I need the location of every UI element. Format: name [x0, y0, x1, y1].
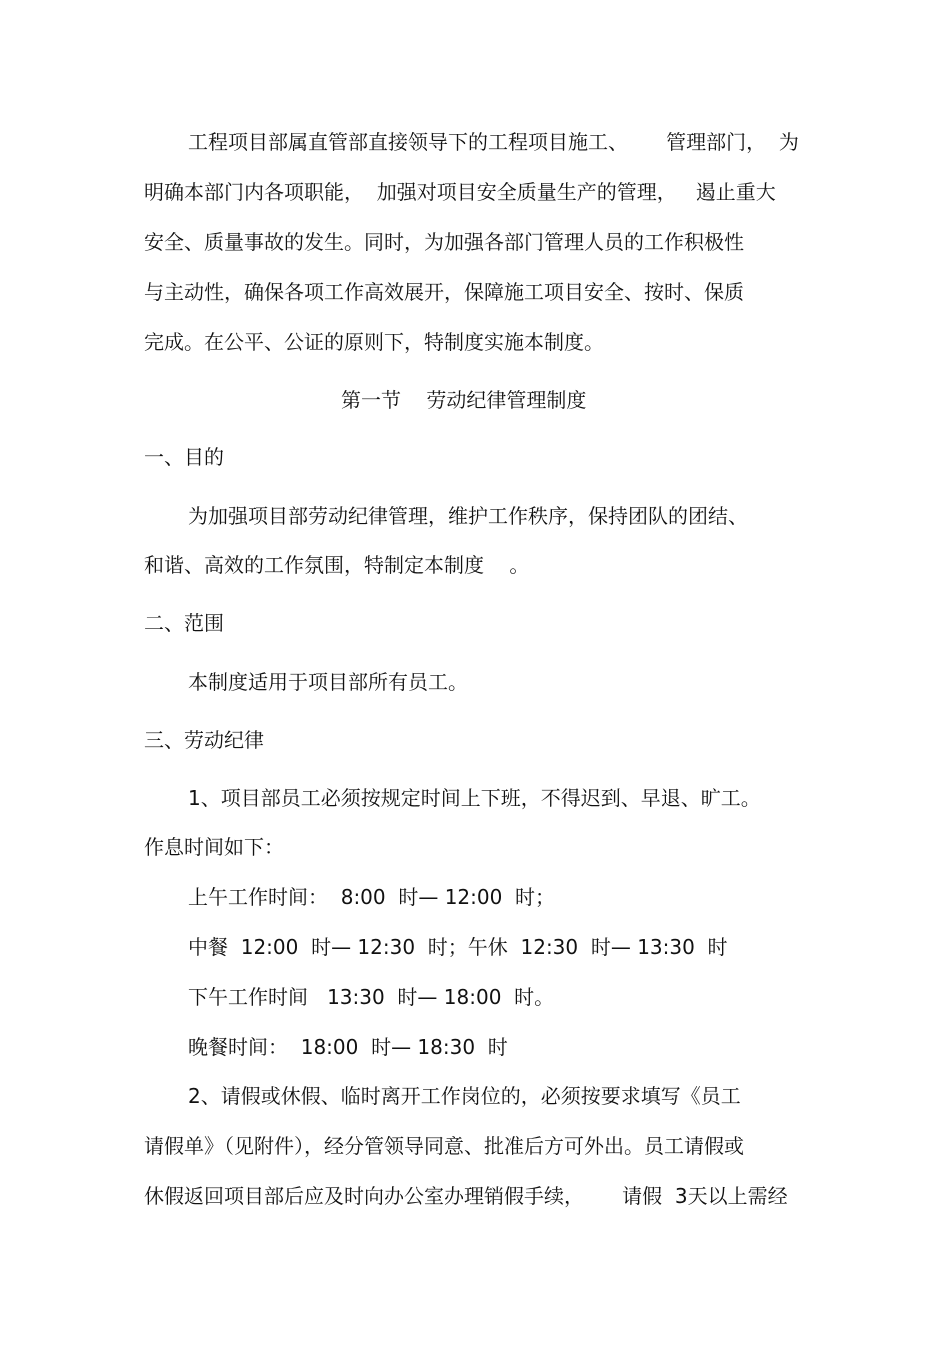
- heading-scope: 二、范围: [144, 611, 224, 635]
- heading-purpose: 一、目的: [144, 445, 224, 469]
- intro-line-5: 完成。在公平、公证的原则下，特制度实施本制度。: [144, 330, 604, 354]
- schedule-dinner: 晚餐时间： 18:00 时— 18:30 时: [188, 1035, 508, 1059]
- rule-2-line-3: 休假返回项目部后应及时向办公室办理销假手续， 请假 3天以上需经: [144, 1184, 788, 1208]
- schedule-afternoon: 下午工作时间 13:30 时— 18:00 时。: [188, 985, 555, 1009]
- intro-line-3: 安全、质量事故的发生。同时，为加强各部门管理人员的工作积极性: [144, 230, 744, 254]
- rule-2-line-2: 请假单》（见附件），经分管领导同意、批准后方可外出。员工请假或: [144, 1134, 744, 1158]
- schedule-lunch: 中餐 12:00 时— 12:30 时；午休 12:30 时— 13:30 时: [188, 935, 728, 959]
- section-title: 第一节 劳动纪律管理制度: [341, 388, 587, 412]
- rule-1-line-1: 1、项目部员工必须按规定时间上下班，不得迟到、早退、旷工。: [188, 786, 761, 810]
- scope-text: 本制度适用于项目部所有员工。: [188, 670, 468, 694]
- purpose-line-1: 为加强项目部劳动纪律管理，维护工作秩序，保持团队的团结、: [188, 504, 748, 528]
- intro-line-1: 工程项目部属直管部直接领导下的工程项目施工、 管理部门， 为: [188, 130, 799, 154]
- rule-2-line-1: 2、请假或休假、临时离开工作岗位的，必须按要求填写《员工: [188, 1084, 741, 1108]
- purpose-line-2: 和谐、高效的工作氛围，特制定本制度 。: [144, 553, 530, 577]
- heading-discipline: 三、劳动纪律: [144, 728, 264, 752]
- schedule-morning: 上午工作时间： 8:00 时— 12:00 时；: [188, 885, 556, 909]
- intro-line-2: 明确本部门内各项职能， 加强对项目安全质量生产的管理， 遏止重大: [144, 180, 776, 204]
- rule-1-line-2: 作息时间如下：: [144, 835, 284, 859]
- intro-line-4: 与主动性，确保各项工作高效展开，保障施工项目安全、按时、保质: [144, 280, 744, 304]
